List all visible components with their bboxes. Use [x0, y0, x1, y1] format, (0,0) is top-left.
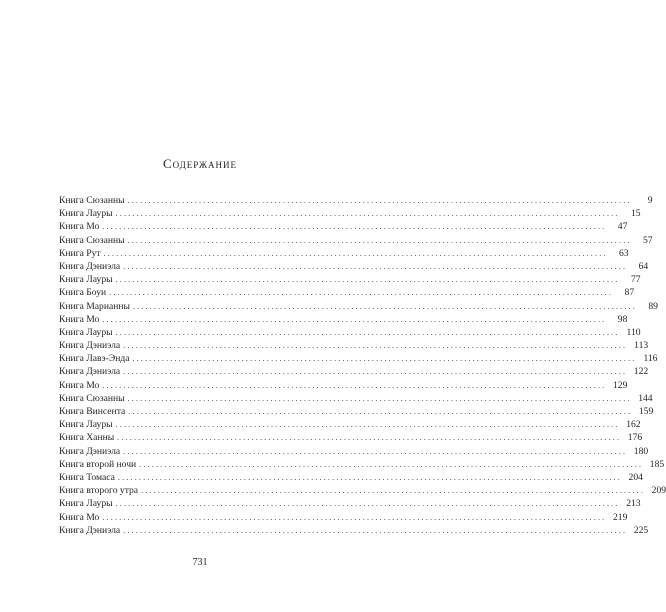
toc-entry-page: 225 [633, 524, 649, 536]
toc-entry-page: 57 [643, 234, 653, 246]
toc-entry-label: Книга Лавэ-Энда [59, 353, 130, 365]
toc-entry-page: 129 [612, 379, 628, 391]
toc-entry-label: Книга Боуи [59, 287, 107, 299]
toc-entry [59, 313, 628, 326]
toc-leader-dots: ........................................................................................................................ [115, 209, 620, 219]
toc-leader-dots: ........................................................................................................................ [123, 341, 628, 351]
page-number: 731 [192, 557, 208, 568]
toc-leader-dots: ........................................................................................................................ [132, 301, 637, 311]
toc-entry [59, 220, 628, 233]
toc-entry-page: 89 [648, 300, 658, 312]
toc-entry [59, 524, 649, 537]
toc-leader-dots: ........................................................................................................................ [123, 367, 628, 377]
toc-entry [59, 484, 666, 497]
toc-entry-label: Книга Лауры [59, 498, 113, 510]
toc-entry [59, 247, 629, 260]
toc-entry-label: Книга Мо [59, 511, 100, 523]
toc-leader-dots: ........................................................................................................................ [109, 288, 614, 298]
toc-entry-page: 64 [638, 260, 649, 272]
toc-leader-dots: ........................................................................................................................ [141, 486, 646, 496]
toc-leader-dots: ........................................................................................................................ [115, 499, 620, 509]
toc-leader-dots: ........................................................................................................................ [102, 314, 607, 324]
toc-entry [59, 445, 649, 458]
toc-entry [59, 392, 653, 405]
toc-entry [59, 194, 653, 207]
toc-entry-page: 176 [627, 432, 643, 444]
toc-leader-dots: ........................................................................................................................ [115, 327, 620, 337]
toc-entry [59, 405, 654, 418]
toc-entry-page: 110 [626, 326, 641, 338]
toc-entry [59, 431, 643, 444]
toc-entry-label: Книга Лауры [59, 419, 113, 431]
toc-entry [59, 273, 641, 286]
toc-entry-label: Книга Дэниэла [59, 445, 121, 457]
toc-entry [59, 339, 649, 352]
toc-entry-label: Книга Рут [59, 247, 101, 259]
toc-entry-label: Книга Дэниэла [59, 366, 121, 378]
toc-entry-page: 144 [638, 392, 653, 404]
toc-entry-page: 63 [619, 247, 629, 259]
toc-entry-page: 87 [624, 287, 635, 299]
toc-entry-page: 77 [630, 274, 641, 286]
toc-entry-label: Книга Сюзанны [59, 234, 125, 246]
toc-entry-label: Книга Мо [59, 313, 100, 325]
toc-entry-page: 47 [617, 221, 628, 233]
toc-entry-label: Книга Сюзанны [59, 392, 125, 404]
toc-title: Содержание [162, 156, 238, 171]
toc-entry-label: Книга Томаса [59, 471, 115, 483]
toc-entry-label: Книга Марианны [59, 300, 130, 312]
toc-entry [59, 326, 641, 339]
toc-entry [59, 511, 628, 524]
toc-leader-dots: ........................................................................................................................ [127, 196, 632, 205]
toc-leader-dots: ........................................................................................................................ [128, 407, 633, 416]
toc-entry-label: Книга второй ночи [59, 458, 137, 470]
toc-entry [59, 207, 641, 220]
toc-entry [59, 379, 628, 392]
toc-entry-page: 209 [651, 485, 666, 497]
toc-entry-page: 15 [630, 208, 641, 220]
toc-entry-page: 162 [626, 419, 641, 431]
toc-leader-dots: ........................................................................................................................ [115, 420, 620, 430]
toc-entry [59, 458, 665, 471]
toc-entry [59, 497, 641, 510]
toc-entry [59, 286, 635, 299]
toc-entry-label: Книга Винсента [59, 406, 126, 417]
toc-entry [59, 471, 643, 484]
toc-entry-label: Книга Лауры [59, 274, 113, 286]
toc-entry-label: Книга Дэниэла [59, 340, 121, 352]
toc-entry-label: Книга Мо [59, 221, 100, 233]
toc-entry-label: Книга Сюзанны [59, 195, 125, 206]
toc-entry [59, 234, 653, 247]
toc-leader-dots: ........................................................................................................................ [102, 222, 607, 232]
toc-entry-label: Книга второго утра [59, 485, 139, 497]
toc-leader-dots: ........................................................................................................................ [115, 275, 620, 285]
toc-leader-dots: ........................................................................................................................ [123, 525, 628, 535]
toc-entry-label: Книга Мо [59, 379, 100, 391]
toc-entry-page: 9 [647, 195, 653, 206]
toc-entry-page: 122 [633, 366, 649, 378]
toc-entry-label: Книга Ханны [59, 432, 115, 444]
toc-leader-dots: ........................................................................................................................ [123, 446, 628, 456]
toc-entry [59, 418, 641, 431]
toc-entry-label: Книга Лауры [59, 326, 113, 338]
toc-entry [59, 352, 658, 365]
toc-entry-page: 159 [638, 406, 654, 417]
toc-entry-label: Книга Лауры [59, 208, 113, 220]
toc-entry-label: Книга Дэниэла [59, 524, 121, 536]
toc-leader-dots: ........................................................................................................................ [127, 235, 632, 245]
toc-leader-dots: ........................................................................................................................ [127, 393, 632, 403]
toc-entry [59, 300, 658, 313]
toc-entry-page: 180 [633, 445, 649, 457]
toc-entry-page: 98 [617, 313, 628, 325]
toc-entry [59, 365, 649, 378]
toc-leader-dots: ........................................................................................................................ [117, 472, 622, 482]
toc-entry-page: 213 [626, 498, 641, 510]
toc-leader-dots: ........................................................................................................................ [102, 380, 607, 390]
toc-leader-dots: ........................................................................................................................ [132, 354, 637, 364]
toc-entry-page: 219 [612, 511, 628, 523]
toc-entry-page: 185 [649, 458, 665, 470]
toc-entry-label: Книга Дэниэла [59, 260, 121, 272]
toc-entry-page: 204 [628, 471, 643, 483]
toc-leader-dots: ........................................................................................................................ [102, 512, 607, 522]
toc-entry-page: 113 [634, 340, 649, 352]
toc-leader-dots: ........................................................................................................................ [123, 261, 628, 271]
toc-entry-page: 116 [643, 353, 658, 365]
toc-leader-dots: ........................................................................................................................ [117, 433, 622, 443]
toc-leader-dots: ........................................................................................................................ [139, 459, 644, 469]
toc-leader-dots: ........................................................................................................................ [103, 248, 608, 258]
toc-list [59, 194, 666, 537]
toc-entry [59, 260, 649, 273]
